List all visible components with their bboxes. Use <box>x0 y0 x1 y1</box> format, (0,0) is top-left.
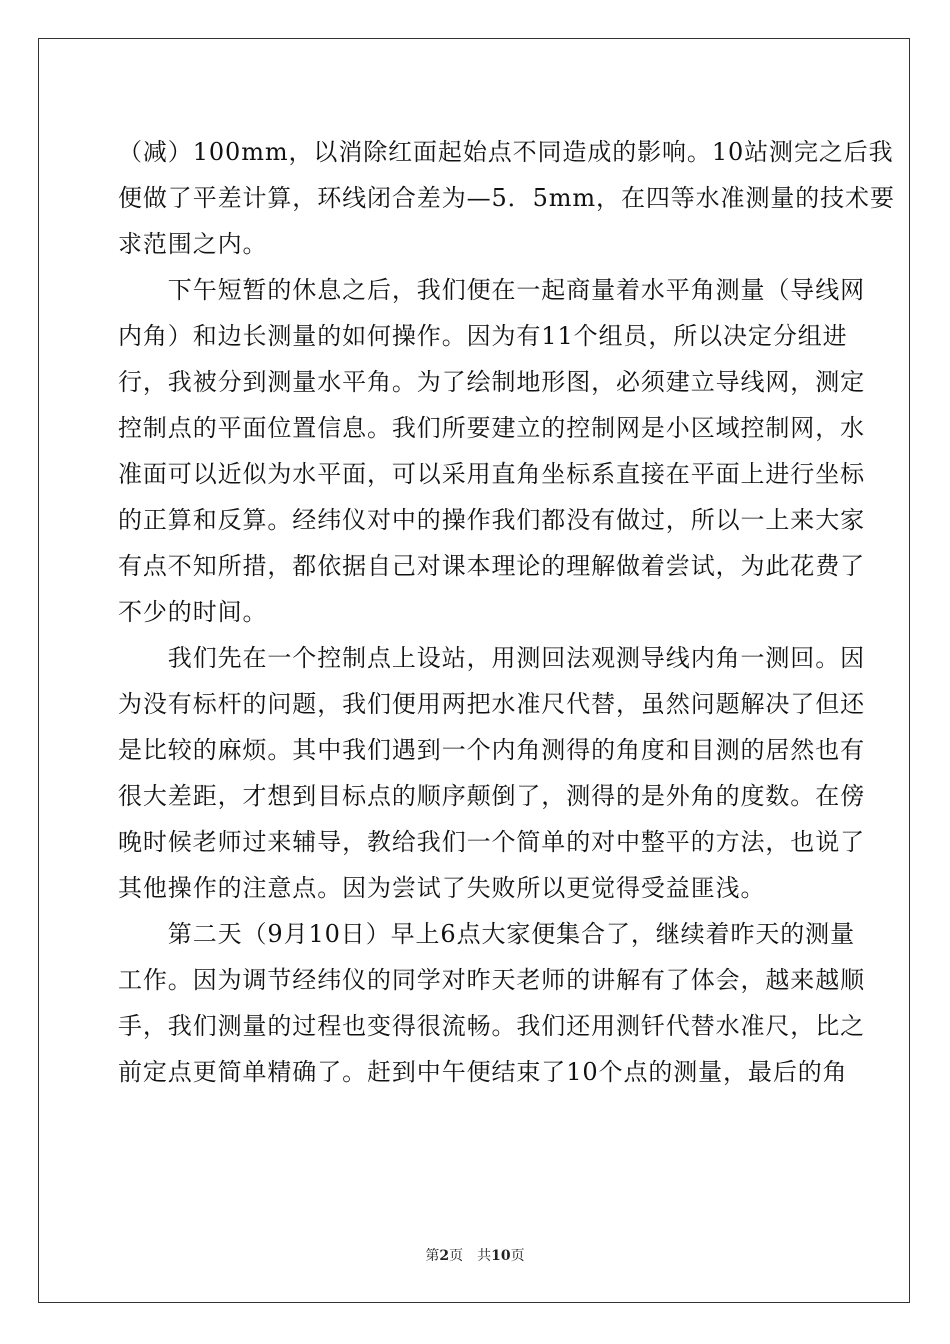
text-line: 我们先在一个控制点上设站，用测回法观测导线内角一测回。因 <box>118 644 865 672</box>
text-line: 求范围之内。 <box>118 230 268 258</box>
text-line: 晚时候老师过来辅导，教给我们一个简单的对中整平的方法，也说了 <box>118 828 865 856</box>
text-line: 行，我被分到测量水平角。为了绘制地形图，必须建立导线网，测定 <box>118 368 865 396</box>
text-line: 其他操作的注意点。因为尝试了失败所以更觉得受益匪浅。 <box>118 874 766 902</box>
text-line: 为没有标杆的问题，我们便用两把水准尺代替，虽然问题解决了但还 <box>118 690 865 718</box>
text-line: 前定点更简单精确了。赶到中午便结束了10个点的测量，最后的角 <box>118 1058 848 1086</box>
text-line: 控制点的平面位置信息。我们所要建立的控制网是小区域控制网，水 <box>118 414 865 442</box>
page-current: 2 <box>439 1248 450 1264</box>
text-line: 很大差距，才想到目标点的顺序颠倒了，测得的是外角的度数。在傍 <box>118 782 865 810</box>
text-line: 工作。因为调节经纬仪的同学对昨天老师的讲解有了体会，越来越顺 <box>118 966 865 994</box>
text-line: 有点不知所措，都依据自己对课本理论的理解做着尝试，为此花费了 <box>118 552 865 580</box>
page-label-mid: 页 共 <box>449 1248 492 1264</box>
text-line: 不少的时间。 <box>118 598 268 626</box>
text-line: 下午短暂的休息之后，我们便在一起商量着水平角测量（导线网 <box>118 276 865 304</box>
text-line: 内角）和边长测量的如何操作。因为有11个组员，所以决定分组进 <box>118 322 848 350</box>
text-line: 第二天（9月10日）早上6点大家便集合了，继续着昨天的测量 <box>118 920 855 948</box>
page-label-prefix: 第 <box>425 1248 440 1264</box>
text-line: 便做了平差计算，环线闭合差为—5．5mm，在四等水准测量的技术要 <box>118 184 895 212</box>
text-line: 准面可以近似为水平面，可以采用直角坐标系直接在平面上进行坐标 <box>118 460 865 488</box>
text-line: （减）100mm，以消除红面起始点不同造成的影响。10站测完之后我 <box>118 138 894 166</box>
page-total: 10 <box>491 1248 511 1264</box>
text-line: 手，我们测量的过程也变得很流畅。我们还用测钎代替水准尺，比之 <box>118 1012 865 1040</box>
text-line: 是比较的麻烦。其中我们遇到一个内角测得的角度和目测的居然也有 <box>118 736 865 764</box>
page-label-suffix: 页 <box>510 1248 525 1264</box>
page-footer <box>0 1247 950 1265</box>
text-line: 的正算和反算。经纬仪对中的操作我们都没有做过，所以一上来大家 <box>118 506 865 534</box>
